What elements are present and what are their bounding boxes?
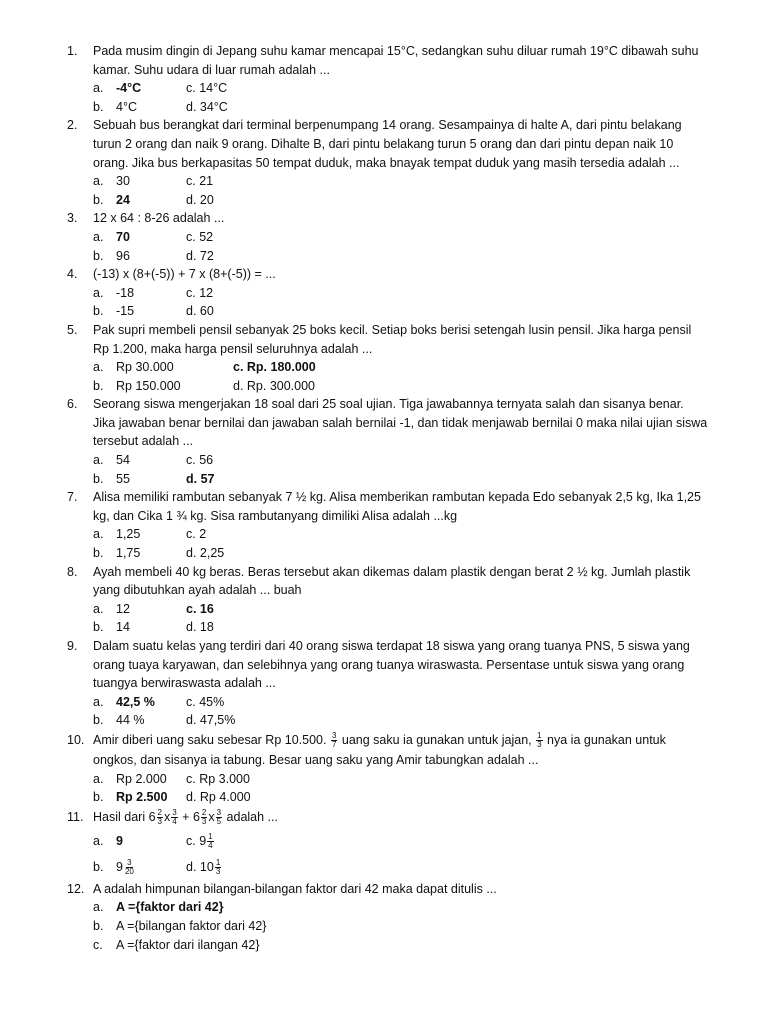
fraction [216, 809, 222, 826]
option-letter: a. [93, 360, 104, 375]
numerator: 1 [537, 731, 542, 741]
option-letter: a. [93, 285, 104, 300]
options-row [0, 302, 768, 321]
question-7 [0, 488, 768, 525]
question-number: 8. [67, 564, 78, 579]
options-row [0, 788, 768, 807]
denominator: 3 [157, 816, 162, 826]
text-part: Amir diberi uang saku sebesar Rp 10.500. [93, 732, 327, 747]
options-row [0, 284, 768, 303]
options-row [0, 544, 768, 563]
options-row [0, 854, 768, 880]
question-text: Pak supri membeli pensil sebanyak 25 boks kecil. Setiap boks berisi setengah lusin pensil. Jika harga pensil Rp 1.200, maka harga pensil seluruhnya adalah ... [93, 322, 692, 356]
question-12 [0, 880, 768, 899]
option-c: c. 14°C [186, 81, 228, 96]
option-a: 9 [116, 833, 123, 848]
numerator: 1 [215, 857, 221, 867]
question-11 [0, 807, 768, 828]
options-row [0, 600, 768, 619]
option-a: 42,5 % [116, 694, 155, 709]
options-row [0, 79, 768, 98]
options-row [0, 451, 768, 470]
option-c: c. 56 [186, 453, 214, 468]
times-sign: x [163, 809, 171, 824]
numerator: 3 [127, 857, 132, 867]
fraction [207, 833, 213, 850]
fraction [201, 809, 207, 826]
option-letter: b. [93, 99, 104, 114]
options-row [0, 618, 768, 637]
question-4 [0, 265, 768, 284]
options-row [0, 470, 768, 489]
options-row [0, 828, 768, 854]
question-text: (-13) x (8+(-5)) + 7 x (8+(-5)) = ... [93, 267, 276, 282]
option-b: 14 [116, 620, 130, 635]
option-b: Rp 150.000 [116, 378, 181, 393]
options-row [0, 525, 768, 544]
numerator: 1 [208, 831, 213, 841]
denominator: 3 [201, 816, 207, 826]
question-number: 4. [67, 267, 78, 282]
option-b: -15 [116, 304, 135, 319]
options-row [0, 898, 768, 917]
option-letter: a. [93, 229, 104, 244]
question-text: Dalam suatu kelas yang terdiri dari 40 orang siswa terdapat 18 siswa yang orang tuanya PNS, 5 siswa yang orang tuaya karyawan, dan selebihnya yang orang tuanya wiraswasta. Persentase untuk siswa yang orang tuangya berwiraswasta adalah ... [93, 639, 690, 691]
option-d: d. 57 [186, 471, 215, 486]
option-d: d. 72 [186, 248, 214, 263]
option-c: c. Rp 3.000 [186, 771, 250, 786]
denominator: 3 [215, 866, 221, 876]
numerator: 2 [201, 807, 207, 817]
question-text [93, 807, 709, 828]
question-9 [0, 637, 768, 693]
option-letter: a. [93, 174, 104, 189]
option-letter: a. [93, 601, 104, 616]
question-text: Ayah membeli 40 kg beras. Beras tersebut akan dikemas dalam plastik dengan berat 2 ½ kg. Jumlah plastik yang dibutuhkan ayah adalah ... buah [93, 564, 691, 598]
fraction [157, 809, 163, 826]
options-row [0, 358, 768, 377]
fraction [215, 859, 221, 876]
question-text: 12 x 64 : 8-26 adalah ... [93, 211, 225, 226]
option-c: c. 21 [186, 174, 214, 189]
question-text: Alisa memiliki rambutan sebanyak 7 ½ kg. Alisa memberikan rambutan kepada Edo sebanyak 2,5 kg, Ika 1,25 kg, dan Cika 1 ¾ kg. Sisa rambutanyang dimiliki Alisa adalah ...kg [93, 490, 701, 523]
options-row [0, 172, 768, 191]
denominator: 4 [208, 840, 213, 850]
fraction [124, 859, 135, 876]
question-text: Sebuah bus berangkat dari terminal berpenumpang 14 orang. Sesampainya di halte A, dari pintu belakang turun 2 orang dan naik 9 orang. Dihalte B, dari pintu belakang turun 5 orang dan dari pintu depan naik 10 orang. Jika bus berkapasitas 50 tempat duduk, maka bnayak tempat duduk yang masih tersedia adalah ... [93, 118, 682, 170]
option-letter: b. [93, 471, 104, 486]
numerator: 3 [216, 807, 222, 817]
text-part: nya ia gunakan untuk [547, 732, 666, 747]
question-number: 9. [67, 639, 78, 653]
question-text: A adalah himpunan bilangan-bilangan faktor dari 42 maka dapat ditulis ... [93, 881, 497, 896]
question-number: 12. [67, 881, 85, 896]
option-b: A ={bilangan faktor dari 42} [116, 918, 267, 933]
option-a: 30 [116, 174, 130, 189]
options-row [0, 917, 768, 936]
option-a: Rp 30.000 [116, 360, 174, 375]
option-a: -18 [116, 285, 135, 300]
option-letter: b. [93, 713, 104, 728]
option-letter: b. [93, 620, 104, 635]
option-a: 54 [116, 453, 130, 468]
option-a: -4°C [116, 81, 142, 96]
fraction [536, 732, 542, 749]
option-c: c. 45% [186, 694, 225, 709]
option-c: c. 2 [186, 527, 207, 542]
option-letter: b. [93, 304, 104, 319]
question-10 [0, 730, 768, 770]
option-b: Rp 2.500 [116, 790, 168, 805]
options-row [0, 98, 768, 117]
option-letter: b. [93, 248, 104, 263]
denominator: 20 [124, 866, 134, 876]
option-letter: c. [93, 937, 103, 952]
option-d: d. 20 [186, 192, 214, 207]
question-8 [0, 563, 768, 600]
text-part: + 6 [182, 809, 200, 824]
text-part: adalah ... [226, 809, 278, 824]
option-b: 24 [116, 192, 130, 207]
option-d: d. 34°C [186, 99, 228, 114]
options-row [0, 377, 768, 396]
option-a: 1,25 [116, 527, 141, 542]
option-c-text: c. 9 [186, 833, 207, 848]
options-row [0, 191, 768, 210]
option-letter: b. [93, 546, 104, 561]
question-3 [0, 209, 768, 228]
option-c [186, 828, 215, 854]
option-d: d. 18 [186, 620, 214, 635]
question-number: 1. [67, 44, 78, 58]
numerator: 3 [172, 807, 177, 817]
option-d: d. 47,5% [186, 713, 236, 728]
option-d-text: d. 10 [186, 859, 214, 874]
denominator: 3 [537, 740, 542, 750]
question-2 [0, 116, 768, 172]
denominator: 4 [172, 816, 177, 826]
question-number: 6. [67, 397, 78, 412]
option-c: A ={faktor dari ilangan 42} [116, 937, 260, 952]
option-d: d. Rp 4.000 [186, 790, 251, 805]
option-letter: b. [93, 790, 104, 805]
option-d: d. 2,25 [186, 546, 225, 561]
options-row [0, 711, 768, 730]
denominator: 5 [216, 816, 222, 826]
question-1 [0, 42, 768, 79]
question-number: 2. [67, 118, 78, 133]
question-text: Pada musim dingin di Jepang suhu kamar mencapai 15°C, sedangkan suhu diluar rumah 19°C dibawah suhu kamar. Suhu udara di luar rumah adalah ... [93, 44, 699, 77]
question-6 [0, 395, 768, 451]
option-a: 70 [116, 229, 130, 244]
option-b [116, 854, 186, 880]
question-number: 11. [67, 809, 84, 824]
fraction [331, 732, 337, 749]
option-letter: a. [93, 527, 104, 542]
times-sign: x [208, 809, 215, 824]
option-b-text: 9 [116, 859, 123, 874]
option-c: c. 16 [186, 601, 214, 616]
option-letter: b. [93, 192, 104, 207]
option-d: d. Rp. 300.000 [233, 378, 316, 393]
options-row [0, 770, 768, 789]
option-letter: a. [93, 900, 104, 915]
question-number: 3. [67, 211, 78, 226]
option-c: c. 52 [186, 229, 214, 244]
option-letter: a. [93, 694, 104, 709]
text-part: ongkos, dan sisanya ia tabung. Besar uang saku yang Amir tabungkan adalah ... [93, 752, 539, 767]
options-row [0, 228, 768, 247]
options-row [0, 693, 768, 712]
question-number: 7. [67, 490, 78, 505]
numerator: 3 [331, 731, 337, 741]
options-row [0, 936, 768, 955]
question-5 [0, 321, 768, 358]
fraction [171, 809, 177, 826]
question-number: 5. [67, 322, 78, 337]
numerator: 2 [157, 807, 162, 817]
option-b: 96 [116, 248, 130, 263]
option-c: c. 12 [186, 285, 214, 300]
option-letter: a. [93, 453, 104, 468]
option-letter: b. [93, 378, 104, 393]
question-text: Seorang siswa mengerjakan 18 soal dari 25 soal ujian. Tiga jawabannya ternyata salah dan sisanya benar. Jika jawaban benar bernilai dan jawaban salah bernilai -1, dan tidak menjawab bernilai 0 maka nilai ujian siswa tersebut adalah ... [93, 397, 708, 449]
option-b: 55 [116, 471, 130, 486]
option-a: Rp 2.000 [116, 771, 167, 786]
option-d: d. 60 [186, 304, 214, 319]
option-a: 12 [116, 601, 130, 616]
text-part: uang saku ia gunakan untuk jajan, [341, 732, 532, 747]
option-d [186, 854, 222, 880]
option-letter: b. [93, 859, 104, 874]
option-letter: a. [93, 833, 104, 848]
option-a: A ={faktor dari 42} [116, 900, 224, 915]
question-number: 10. [67, 732, 85, 747]
denominator: 7 [331, 740, 337, 750]
option-letter: a. [93, 771, 104, 786]
question-text [93, 730, 709, 770]
option-c: c. Rp. 180.000 [233, 360, 316, 375]
option-b: 4°C [116, 99, 137, 114]
option-letter: b. [93, 918, 104, 933]
option-b: 44 % [116, 713, 145, 728]
option-letter: a. [93, 81, 104, 96]
option-b: 1,75 [116, 546, 141, 561]
options-row [0, 247, 768, 266]
text-part: Hasil dari 6 [93, 809, 156, 824]
